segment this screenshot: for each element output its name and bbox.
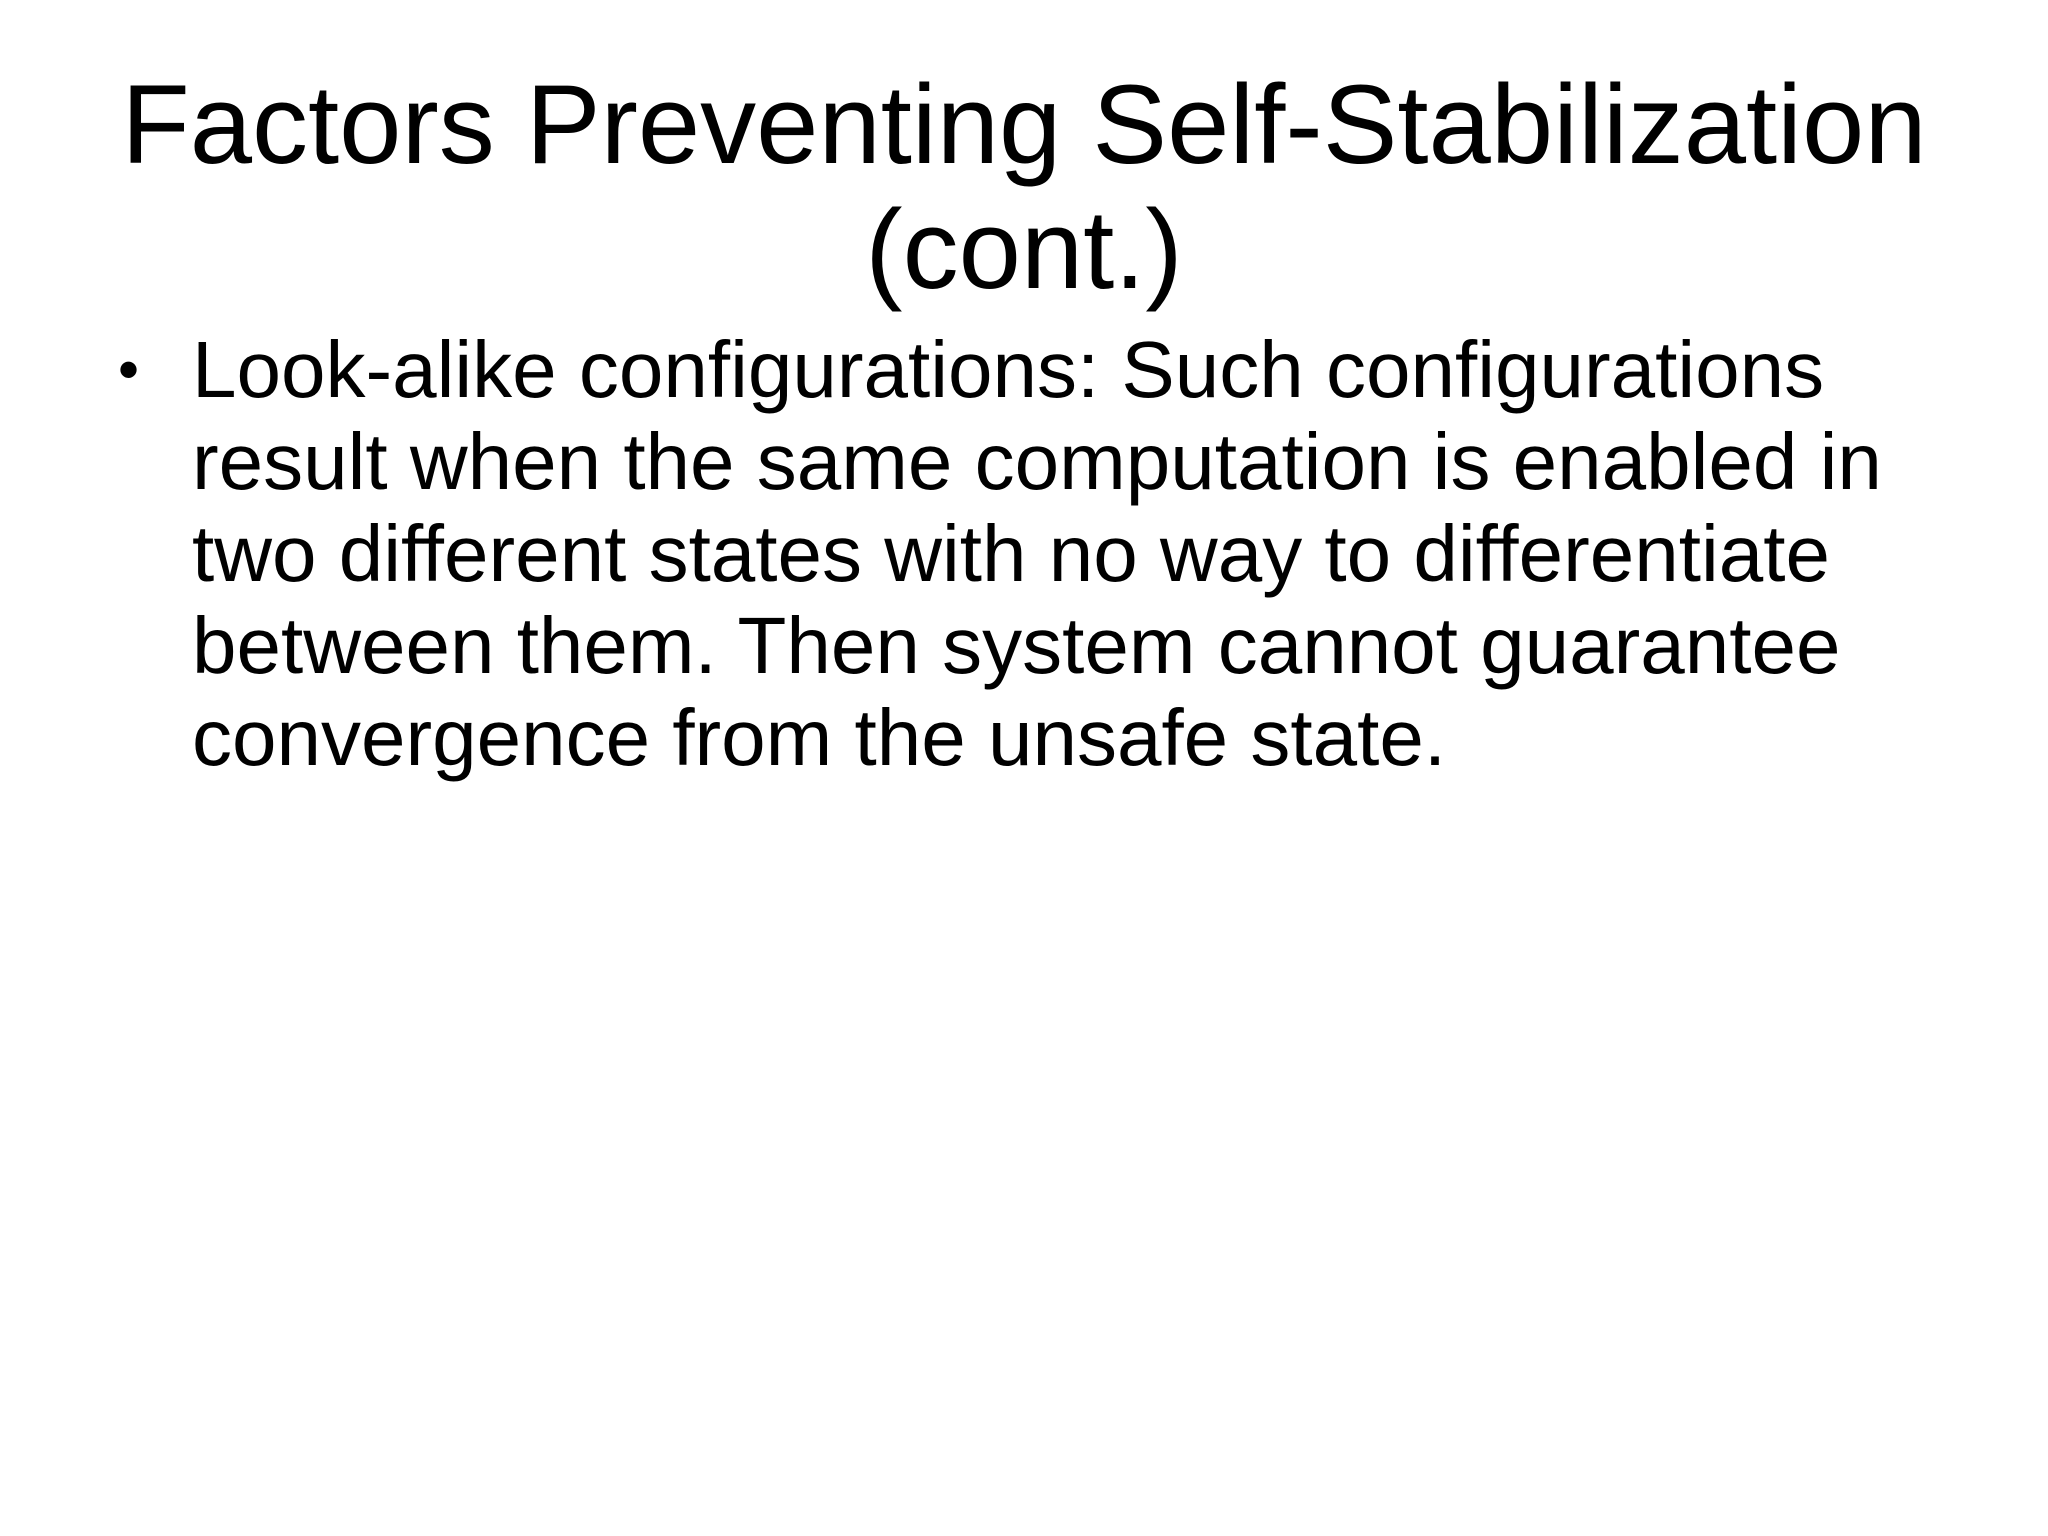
bullet-line-5: convergence from the unsafe state. — [192, 693, 1447, 782]
title-line-1: Factors Preventing Self-Stabilization — [121, 62, 1927, 187]
slide-body — [110, 324, 1970, 784]
slide-title — [80, 62, 1968, 312]
bullet-line-3: two different states with no way to differentiate — [192, 509, 1830, 598]
bullet-line-1: Look-alike configurations: Such configurations — [192, 325, 1825, 414]
bullet-line-2: result when the same computation is enabled in — [192, 417, 1882, 506]
bullet-icon: • — [118, 336, 140, 403]
bullet-item — [110, 324, 1970, 784]
title-line-2: (cont.) — [865, 187, 1183, 312]
bullet-line-4: between them. Then system cannot guarantee — [192, 601, 1841, 690]
